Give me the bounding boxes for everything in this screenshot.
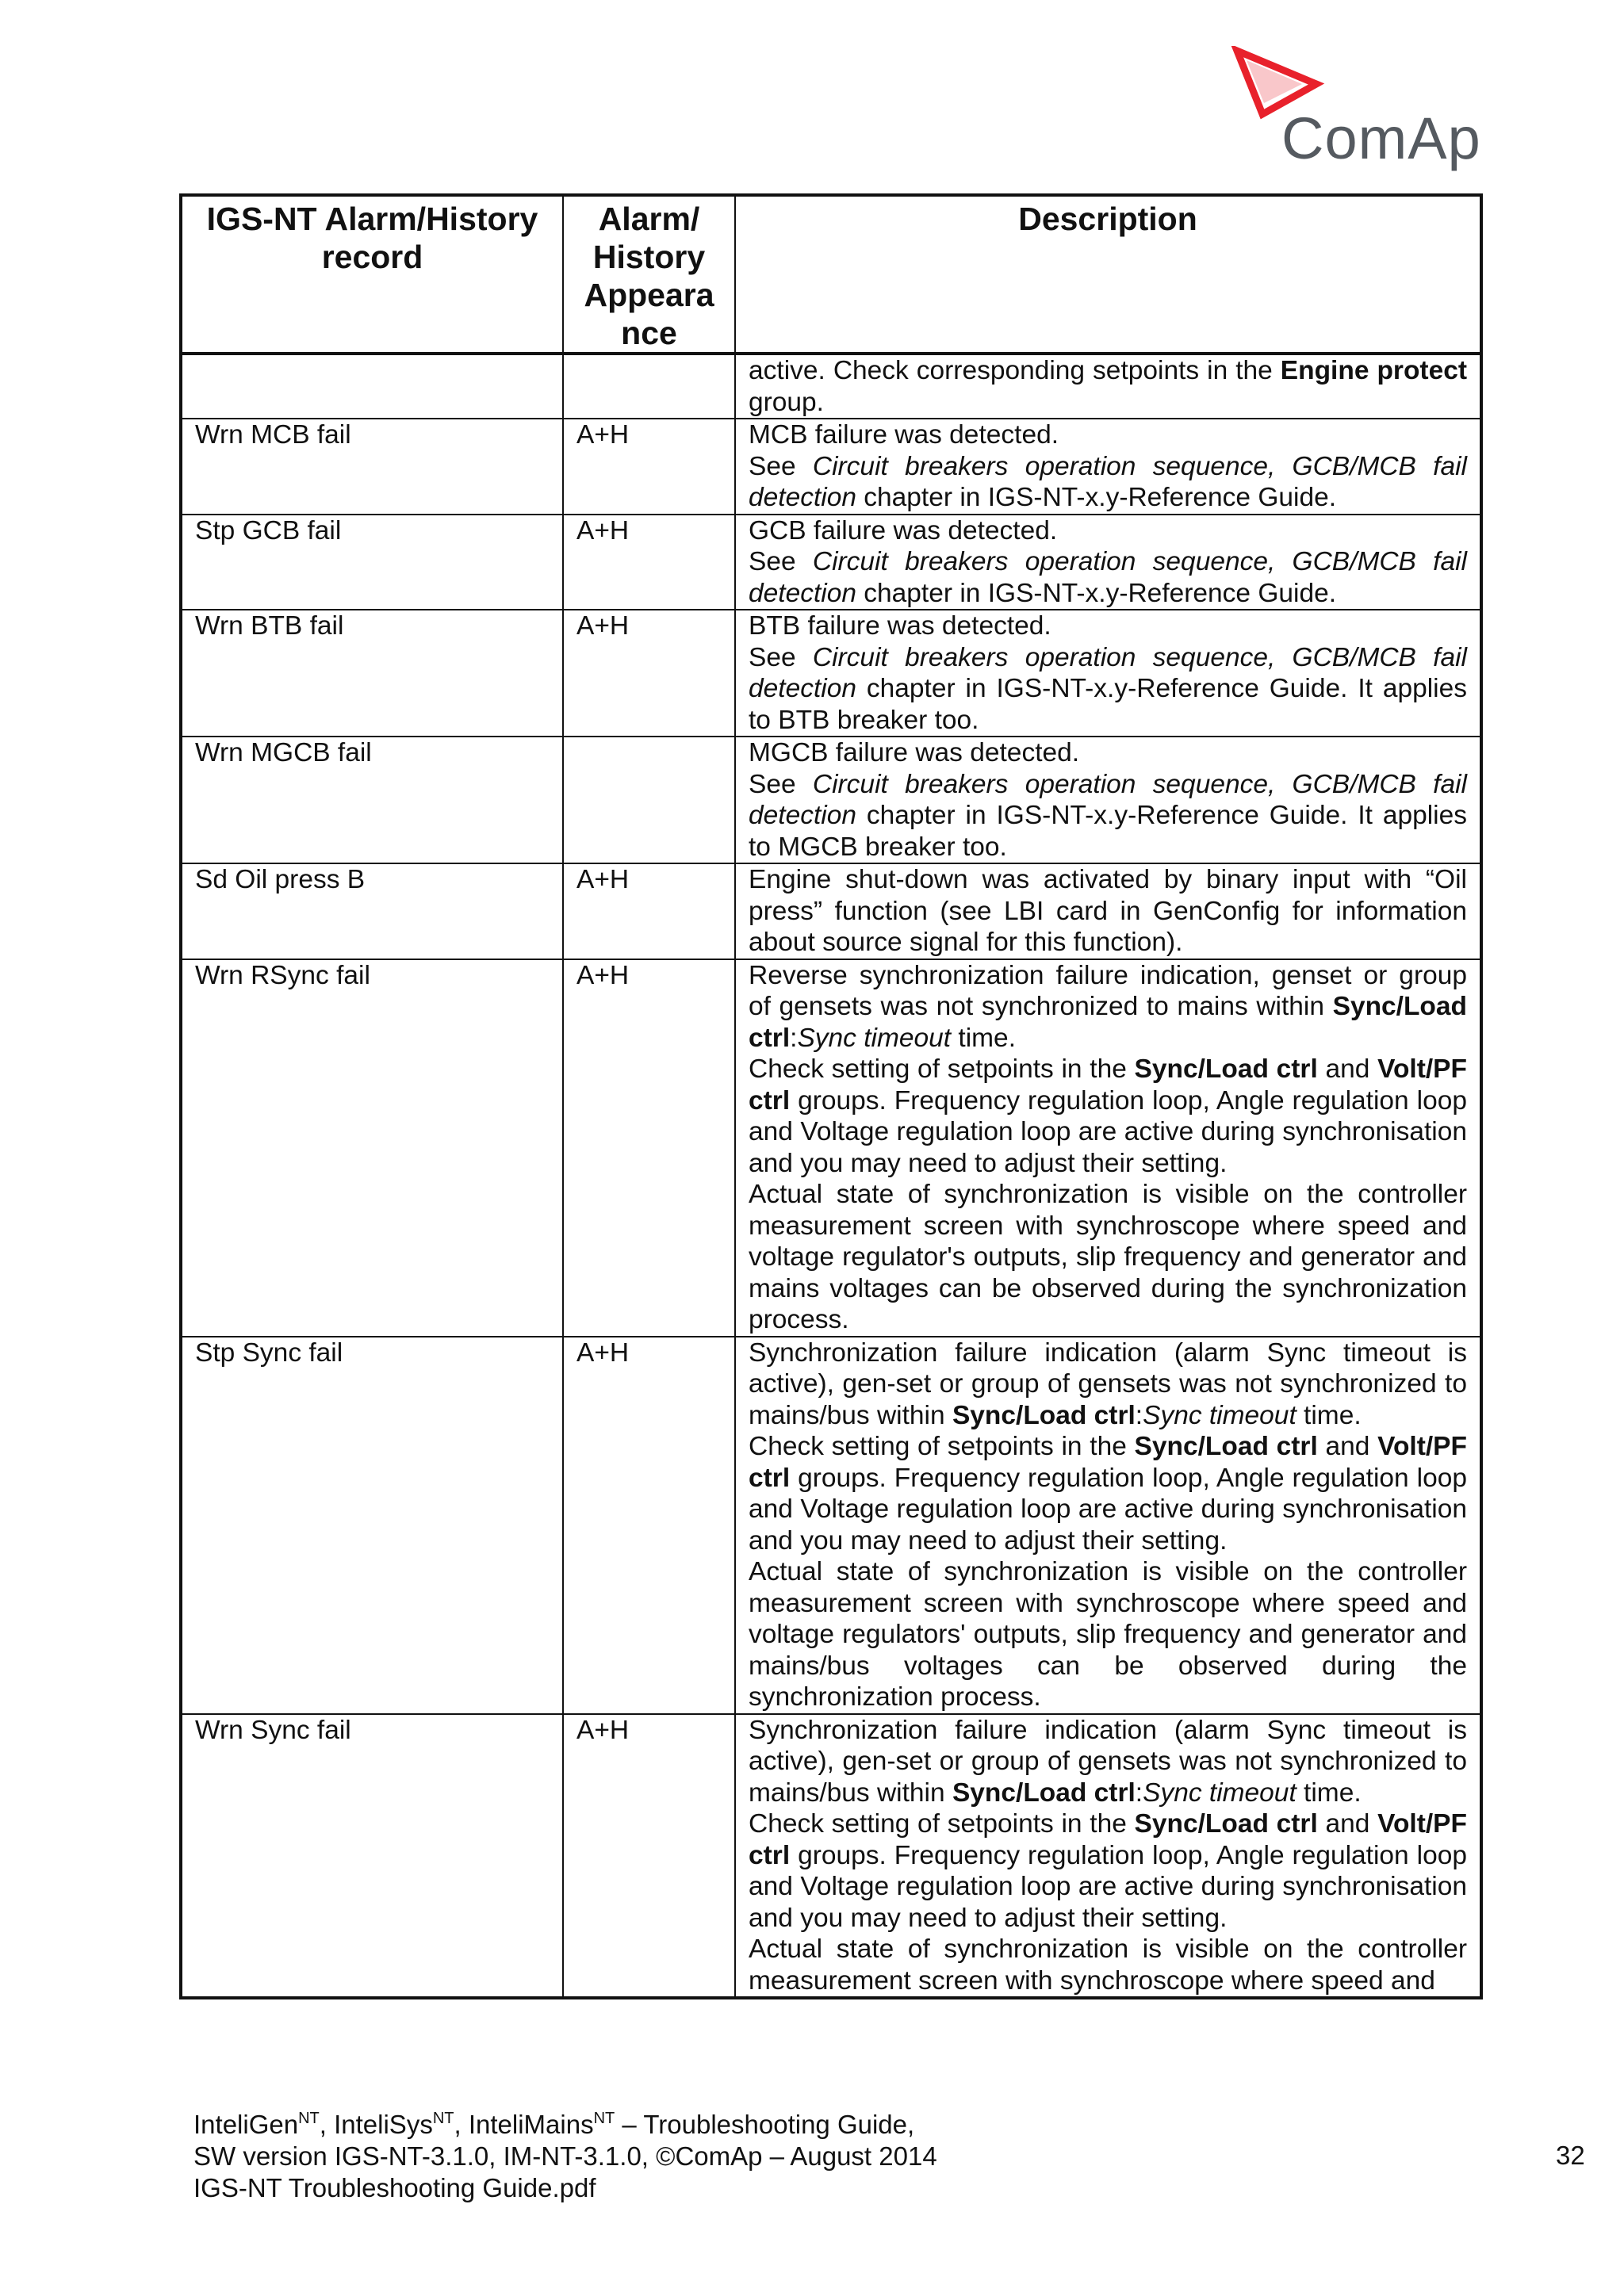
alarm-description-cell: MGCB failure was detected. See Circuit breakers operation sequence, GCB/MCB fail detection chapter in IGS-NT-x.y-Reference Guide. It applies to MGCB breaker too.: [735, 737, 1481, 863]
footer-version-line: SW version IGS-NT-3.1.0, IM-NT-3.1.0, ©ComAp – August 2014: [193, 2141, 937, 2171]
alarm-appearance-cell: [563, 354, 735, 419]
page-number: 32: [1556, 2141, 1585, 2170]
alarm-description-cell: active. Check corresponding setpoints in the Engine protect group.: [735, 354, 1481, 419]
alarm-appearance-cell: A+H: [563, 959, 735, 1337]
alarm-name-cell: Wrn RSync fail: [181, 959, 563, 1337]
table-row: [181, 1714, 1481, 1999]
header-record: IGS-NT Alarm/History record: [181, 195, 563, 354]
alarm-appearance-cell: A+H: [563, 515, 735, 610]
table-row: [181, 610, 1481, 737]
table-row: [181, 354, 1481, 419]
alarm-appearance-cell: A+H: [563, 1714, 735, 1999]
alarm-name-cell: Stp GCB fail: [181, 515, 563, 610]
alarm-name-cell: Stp Sync fail: [181, 1337, 563, 1714]
table-row: [181, 1337, 1481, 1714]
comap-logo-text: ComAp: [1281, 105, 1481, 171]
alarm-appearance-cell: A+H: [563, 863, 735, 959]
alarm-name-cell: Wrn MGCB fail: [181, 737, 563, 863]
table-row: [181, 419, 1481, 515]
alarm-name-cell: Wrn BTB fail: [181, 610, 563, 737]
table-row: [181, 863, 1481, 959]
comap-logo: [1231, 46, 1484, 173]
alarm-appearance-cell: A+H: [563, 1337, 735, 1714]
alarm-description-cell: Synchronization failure indication (alarm Sync timeout is active), gen-set or group of gensets was not synchronized to mains/bus within Sync/Load ctrl:Sync timeout time. Check setting of setpoints in the Sync/Load ctrl and Volt/PF ctrl groups. Frequency regulation loop, Angle regulation loop and Voltage regulation loop are active during synchronisation and you may need to adjust their setting. Actual state of synchronization is visible on the controller measurement screen with synchroscope where speed and voltage regulators' outputs, slip frequency and generator and mains/bus voltages can be observed during the synchronization process.: [735, 1337, 1481, 1714]
header-description: Description: [735, 195, 1481, 354]
alarm-name-cell: Wrn Sync fail: [181, 1714, 563, 1999]
alarm-appearance-cell: A+H: [563, 610, 735, 737]
header-appearance: Alarm/ History Appeara nce: [563, 195, 735, 354]
alarm-description-cell: Engine shut-down was activated by binary input with “Oil press” function (see LBI card in GenConfig for information about source signal for this function).: [735, 863, 1481, 959]
alarm-name-cell: Sd Oil press B: [181, 863, 563, 959]
alarm-description-cell: Reverse synchronization failure indication, genset or group of gensets was not synchronized to mains within Sync/Load ctrl:Sync timeout time. Check setting of setpoints in the Sync/Load ctrl and Volt/PF ctrl groups. Frequency regulation loop, Angle regulation loop and Voltage regulation loop are active during synchronisation and you may need to adjust their setting. Actual state of synchronization is visible on the controller measurement screen with synchroscope where speed and voltage regulator's outputs, slip frequency and generator and mains voltages can be observed during the synchronization process.: [735, 959, 1481, 1337]
table-header-row: [181, 195, 1481, 354]
footer: [193, 2109, 937, 2204]
alarm-name-cell: [181, 354, 563, 419]
alarm-description-cell: GCB failure was detected. See Circuit breakers operation sequence, GCB/MCB fail detection chapter in IGS-NT-x.y-Reference Guide.: [735, 515, 1481, 610]
table-row: [181, 515, 1481, 610]
alarm-description-cell: Synchronization failure indication (alarm Sync timeout is active), gen-set or group of gensets was not synchronized to mains/bus within Sync/Load ctrl:Sync timeout time. Check setting of setpoints in the Sync/Load ctrl and Volt/PF ctrl groups. Frequency regulation loop, Angle regulation loop and Voltage regulation loop are active during synchronisation and you may need to adjust their setting. Actual state of synchronization is visible on the controller measurement screen with synchroscope where speed and: [735, 1714, 1481, 1999]
table-row: [181, 959, 1481, 1337]
footer-filename-line: IGS-NT Troubleshooting Guide.pdf: [193, 2173, 596, 2202]
footer-product-line: InteliGen$^{NT}$, InteliSys$^{NT}$, InteliMains$^{NT}$ – Troubleshooting Guide,: [193, 2110, 915, 2139]
alarm-appearance-cell: [563, 737, 735, 863]
alarm-description-cell: MCB failure was detected. See Circuit breakers operation sequence, GCB/MCB fail detection chapter in IGS-NT-x.y-Reference Guide.: [735, 419, 1481, 515]
alarm-description-cell: BTB failure was detected. See Circuit breakers operation sequence, GCB/MCB fail detection chapter in IGS-NT-x.y-Reference Guide. It applies to BTB breaker too.: [735, 610, 1481, 737]
alarm-name-cell: Wrn MCB fail: [181, 419, 563, 515]
alarm-appearance-cell: A+H: [563, 419, 735, 515]
alarm-history-table: [179, 193, 1483, 1999]
table-row: [181, 737, 1481, 863]
